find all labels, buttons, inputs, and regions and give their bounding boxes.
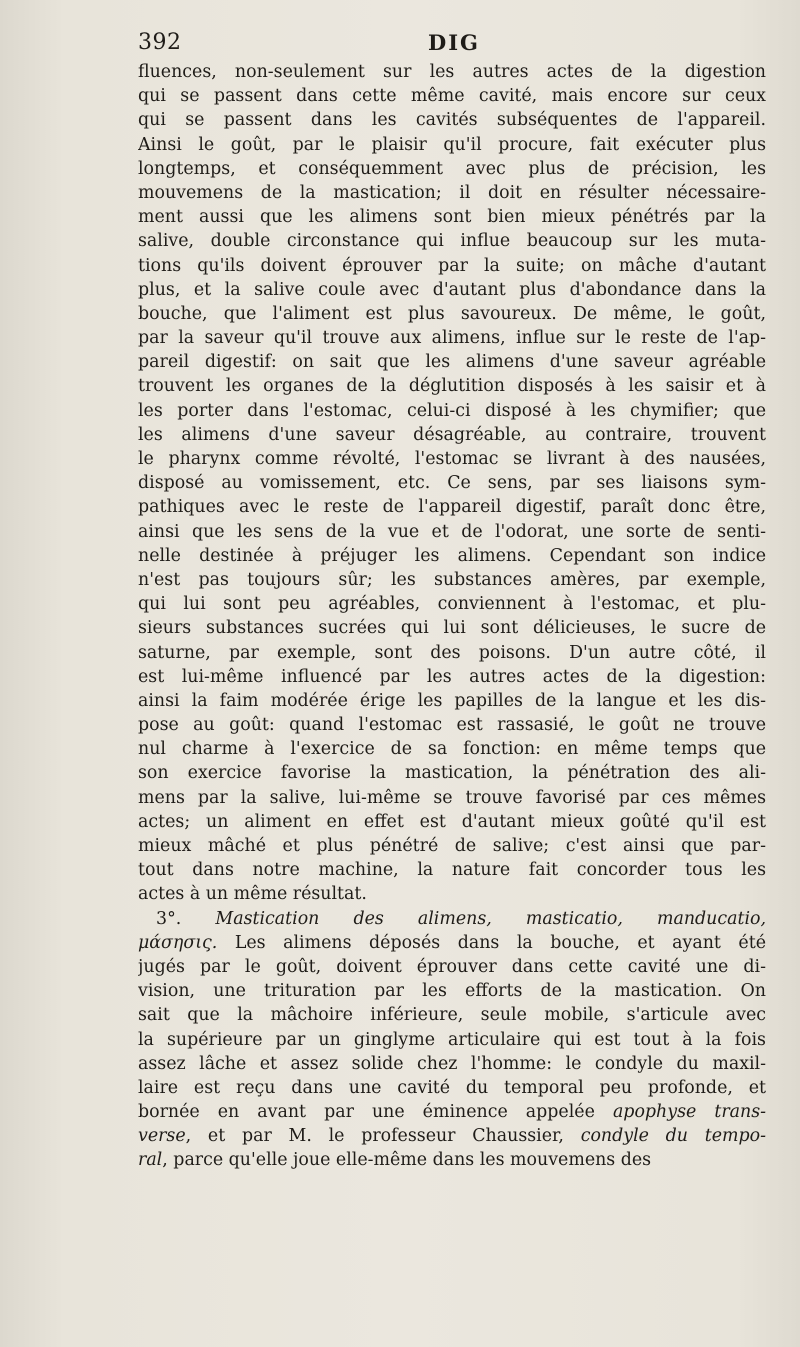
text-line: [138, 931, 766, 955]
text-line: nelle destinée à préjuger les alimens. Cependant son indice: [138, 545, 766, 566]
text-line: plus, et la salive coule avec d'autant plus d'abondance dans la: [138, 279, 766, 300]
running-head: DIG: [428, 30, 480, 55]
text-line: est lui-même influencé par les autres actes de la digestion:: [138, 666, 766, 687]
text-line: ainsi que les sens de la vue et de l'odorat, une sorte de senti-: [138, 521, 766, 542]
text-span: , parce qu'elle joue elle-même dans les mouvemens des: [162, 1150, 652, 1171]
text-line: actes; un aliment en effet est d'autant mieux goûté qu'il est: [138, 811, 766, 832]
text-line: pareil digestif: on sait que les alimens d'une saveur agréable: [138, 352, 766, 373]
text-line: vision, une trituration par les efforts de la mastication. On: [138, 981, 766, 1002]
text-line: qui se passent dans cette même cavité, mais encore sur ceux: [138, 86, 766, 107]
text-line: [138, 1100, 766, 1124]
text-line: nul charme à l'exercice de sa fonction: en même temps que: [138, 739, 766, 760]
text-line: par la saveur qu'il trouve aux alimens, influe sur le reste de l'ap-: [138, 328, 766, 349]
greek-term: μάσησις.: [138, 932, 218, 953]
text-line: mouvemens de la mastication; il doit en résulter nécessaire-: [138, 182, 766, 203]
text-line: sieurs substances sucrées qui lui sont délicieuses, le sucre de: [138, 618, 766, 639]
text-line: fluences, non-seulement sur les autres actes de la digestion: [138, 62, 766, 82]
text-line: [138, 1148, 766, 1172]
text-line: actes à un même résultat.: [138, 884, 367, 905]
body-text: [138, 60, 766, 1173]
text-line: les alimens d'une saveur désagréable, au contraire, trouvent: [138, 424, 766, 445]
page-number: 392: [138, 30, 182, 55]
text-line: ment aussi que les alimens sont bien mieux pénétrés par la: [138, 207, 766, 228]
italic-term: verse: [138, 1126, 186, 1147]
section-title: Mastication des alimens, masticatio, manducatio,: [215, 908, 766, 929]
text-line: jugés par le goût, doivent éprouver dans cette cavité une di-: [138, 956, 766, 977]
text-span: Les alimens déposés dans la bouche, et ayant été: [234, 932, 766, 953]
text-line: saturne, par exemple, sont des poisons. D'un autre côté, il: [138, 642, 766, 663]
text-line: mens par la salive, lui-même se trouve favorisé par ces mêmes: [138, 787, 766, 808]
text-span: bornée en avant par une éminence appelée: [138, 1102, 595, 1123]
text-line: le pharynx comme révolté, l'estomac se livrant à des nausées,: [138, 449, 766, 469]
text-line: qui lui sont peu agréables, conviennent à l'estomac, et plu-: [138, 594, 766, 615]
italic-term: ral: [138, 1150, 163, 1171]
text-line: les porter dans l'estomac, celui-ci disposé à les chymifier; que: [138, 400, 766, 421]
section-heading-line: [138, 907, 766, 931]
text-line: Ainsi le goût, par le plaisir qu'il procure, fait exécuter plus: [138, 134, 766, 155]
text-line: assez lâche et assez solide chez l'homme: le condyle du maxil-: [138, 1053, 766, 1074]
text-line: disposé au vomissement, etc. Ce sens, par ses liaisons sym-: [138, 473, 766, 494]
text-span: , et par M. le professeur Chaussier,: [185, 1126, 564, 1147]
text-line: ainsi la faim modérée érige les papilles de la langue et les dis-: [138, 690, 766, 711]
text-line: longtemps, et conséquemment avec plus de précision, les: [138, 158, 766, 179]
text-line: qui se passent dans les cavités subséquentes de l'appareil.: [138, 110, 766, 131]
italic-term: condyle du tempo-: [580, 1126, 766, 1147]
text-line: [138, 1124, 766, 1148]
text-line: sait que la mâchoire inférieure, seule mobile, s'articule avec: [138, 1005, 766, 1026]
text-line: tout dans notre machine, la nature fait concorder tous les: [138, 860, 766, 881]
text-line: mieux mâché et plus pénétré de salive; c'est ainsi que par-: [138, 836, 766, 856]
text-line: trouvent les organes de la déglutition disposés à les saisir et à: [138, 376, 766, 397]
page-header: [138, 30, 766, 60]
text-line: tions qu'ils doivent éprouver par la suite; on mâche d'autant: [138, 255, 766, 276]
text-line: la supérieure par un ginglyme articulaire qui est tout à la fois: [138, 1029, 766, 1050]
text-line: pathiques avec le reste de l'appareil digestif, paraît donc être,: [138, 497, 766, 518]
text-line: son exercice favorise la mastication, la pénétration des ali-: [138, 763, 766, 784]
section-number: 3°.: [156, 908, 182, 929]
text-line: pose au goût: quand l'estomac est rassasié, le goût ne trouve: [138, 715, 766, 736]
text-line: n'est pas toujours sûr; les substances amères, par exemple,: [138, 569, 766, 590]
italic-term: apophyse trans-: [612, 1102, 766, 1123]
text-line: salive, double circonstance qui influe beaucoup sur les muta-: [138, 231, 766, 252]
text-line: laire est reçu dans une cavité du temporal peu profonde, et: [138, 1077, 766, 1098]
text-line: bouche, que l'aliment est plus savoureux. De même, le goût,: [138, 303, 766, 324]
